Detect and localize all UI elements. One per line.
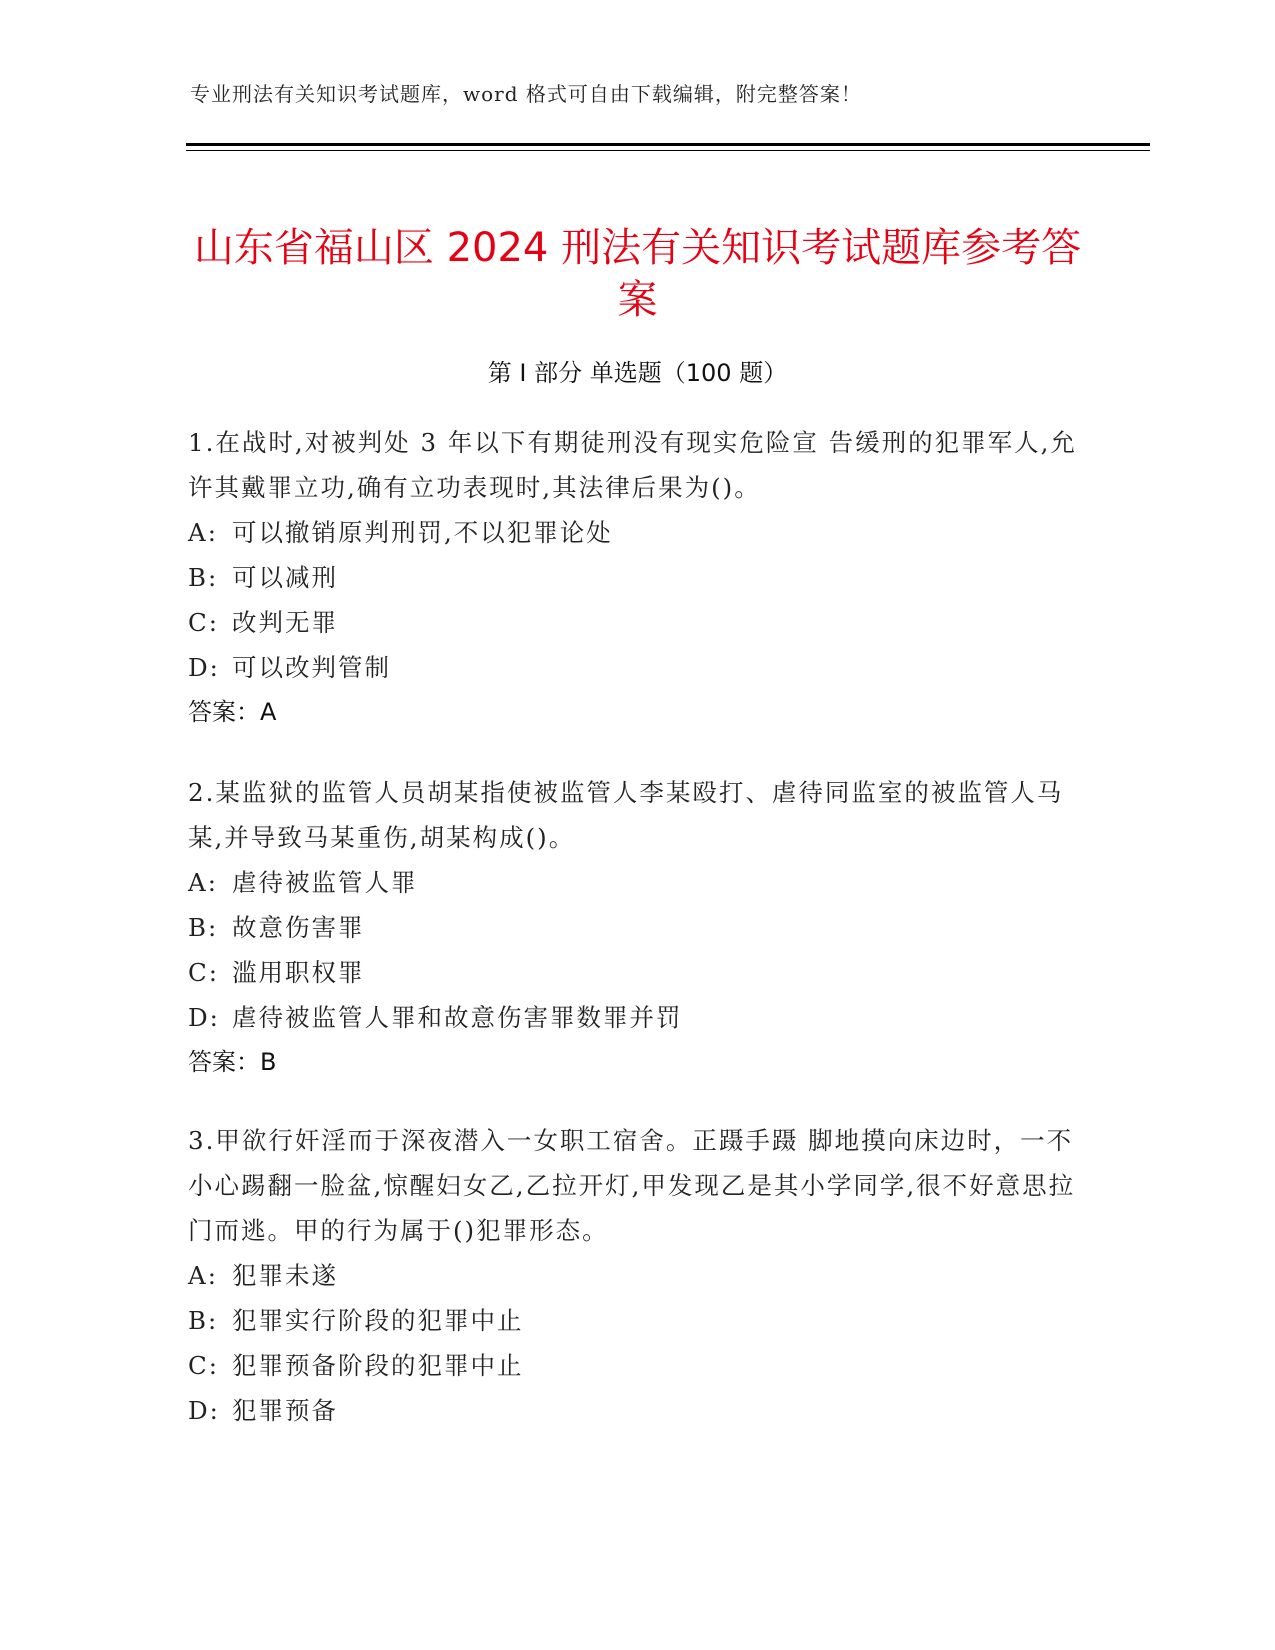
option-letter: D: bbox=[188, 1396, 220, 1425]
option-text: 犯罪未遂 bbox=[232, 1261, 338, 1290]
option-c bbox=[188, 600, 1088, 645]
option-letter: B: bbox=[188, 1306, 219, 1335]
option-text: 可以撤销原判刑罚,不以犯罪论处 bbox=[232, 518, 613, 547]
option-text: 犯罪预备阶段的犯罪中止 bbox=[232, 1351, 524, 1380]
question-3 bbox=[188, 1118, 1088, 1433]
option-letter: A: bbox=[188, 868, 218, 897]
option-a bbox=[188, 1253, 1088, 1298]
option-a bbox=[188, 510, 1088, 555]
option-letter: C: bbox=[188, 608, 220, 637]
option-text: 故意伤害罪 bbox=[232, 913, 365, 942]
option-letter: C: bbox=[188, 1351, 220, 1380]
option-a bbox=[188, 860, 1088, 905]
option-letter: C: bbox=[188, 958, 220, 987]
option-text: 可以改判管制 bbox=[232, 653, 391, 682]
header-rule-thin bbox=[186, 150, 1150, 151]
header-note: 专业刑法有关知识考试题库，word 格式可自由下载编辑，附完整答案！ bbox=[190, 82, 862, 106]
option-text: 可以减刑 bbox=[232, 563, 338, 592]
header-rule-thick bbox=[186, 143, 1150, 146]
question-2 bbox=[188, 770, 1088, 1085]
option-b bbox=[188, 555, 1088, 600]
section-heading: 第 I 部分 单选题（100 题） bbox=[487, 359, 788, 387]
option-letter: D: bbox=[188, 653, 220, 682]
option-text: 虐待被监管人罪和故意伤害罪数罪并罚 bbox=[232, 1003, 683, 1032]
option-text: 犯罪实行阶段的犯罪中止 bbox=[232, 1306, 524, 1335]
option-c bbox=[188, 1343, 1088, 1388]
option-letter: A: bbox=[188, 518, 218, 547]
option-letter: D: bbox=[188, 1003, 220, 1032]
page-title: 山东省福山区 2024 刑法有关知识考试题库参考答案 bbox=[193, 224, 1082, 323]
option-b bbox=[188, 1298, 1088, 1343]
question-stem: 2.某监狱的监管人员胡某指使被监管人李某殴打、虐待同监室的被监管人马某,并导致马某重伤,胡某构成()。 bbox=[188, 778, 1064, 852]
question-stem: 1.在战时,对被判处 3 年以下有期徒刑没有现实危险宣 告缓刑的犯罪军人,允许其戴罪立功,确有立功表现时,其法律后果为()。 bbox=[188, 428, 1077, 502]
option-c bbox=[188, 950, 1088, 995]
answer-line: 答案：B bbox=[188, 1048, 277, 1076]
option-text: 犯罪预备 bbox=[232, 1396, 338, 1425]
option-letter: B: bbox=[188, 913, 219, 942]
question-1 bbox=[188, 420, 1088, 735]
option-d bbox=[188, 995, 1088, 1040]
answer-line: 答案：A bbox=[188, 698, 277, 726]
option-b bbox=[188, 905, 1088, 950]
option-letter: A: bbox=[188, 1261, 218, 1290]
question-stem: 3.甲欲行奸淫而于深夜潜入一女职工宿舍。正蹑手蹑 脚地摸向床边时，一不小心踢翻一脸盆,惊醒妇女乙,乙拉开灯,甲发现乙是其小学同学,很不好意思拉门而逃。甲的行为属于()犯罪形态。 bbox=[188, 1126, 1076, 1245]
option-text: 滥用职权罪 bbox=[232, 958, 365, 987]
option-d bbox=[188, 1388, 1088, 1433]
option-letter: B: bbox=[188, 563, 219, 592]
option-d bbox=[188, 645, 1088, 690]
option-text: 虐待被监管人罪 bbox=[232, 868, 418, 897]
option-text: 改判无罪 bbox=[232, 608, 338, 637]
